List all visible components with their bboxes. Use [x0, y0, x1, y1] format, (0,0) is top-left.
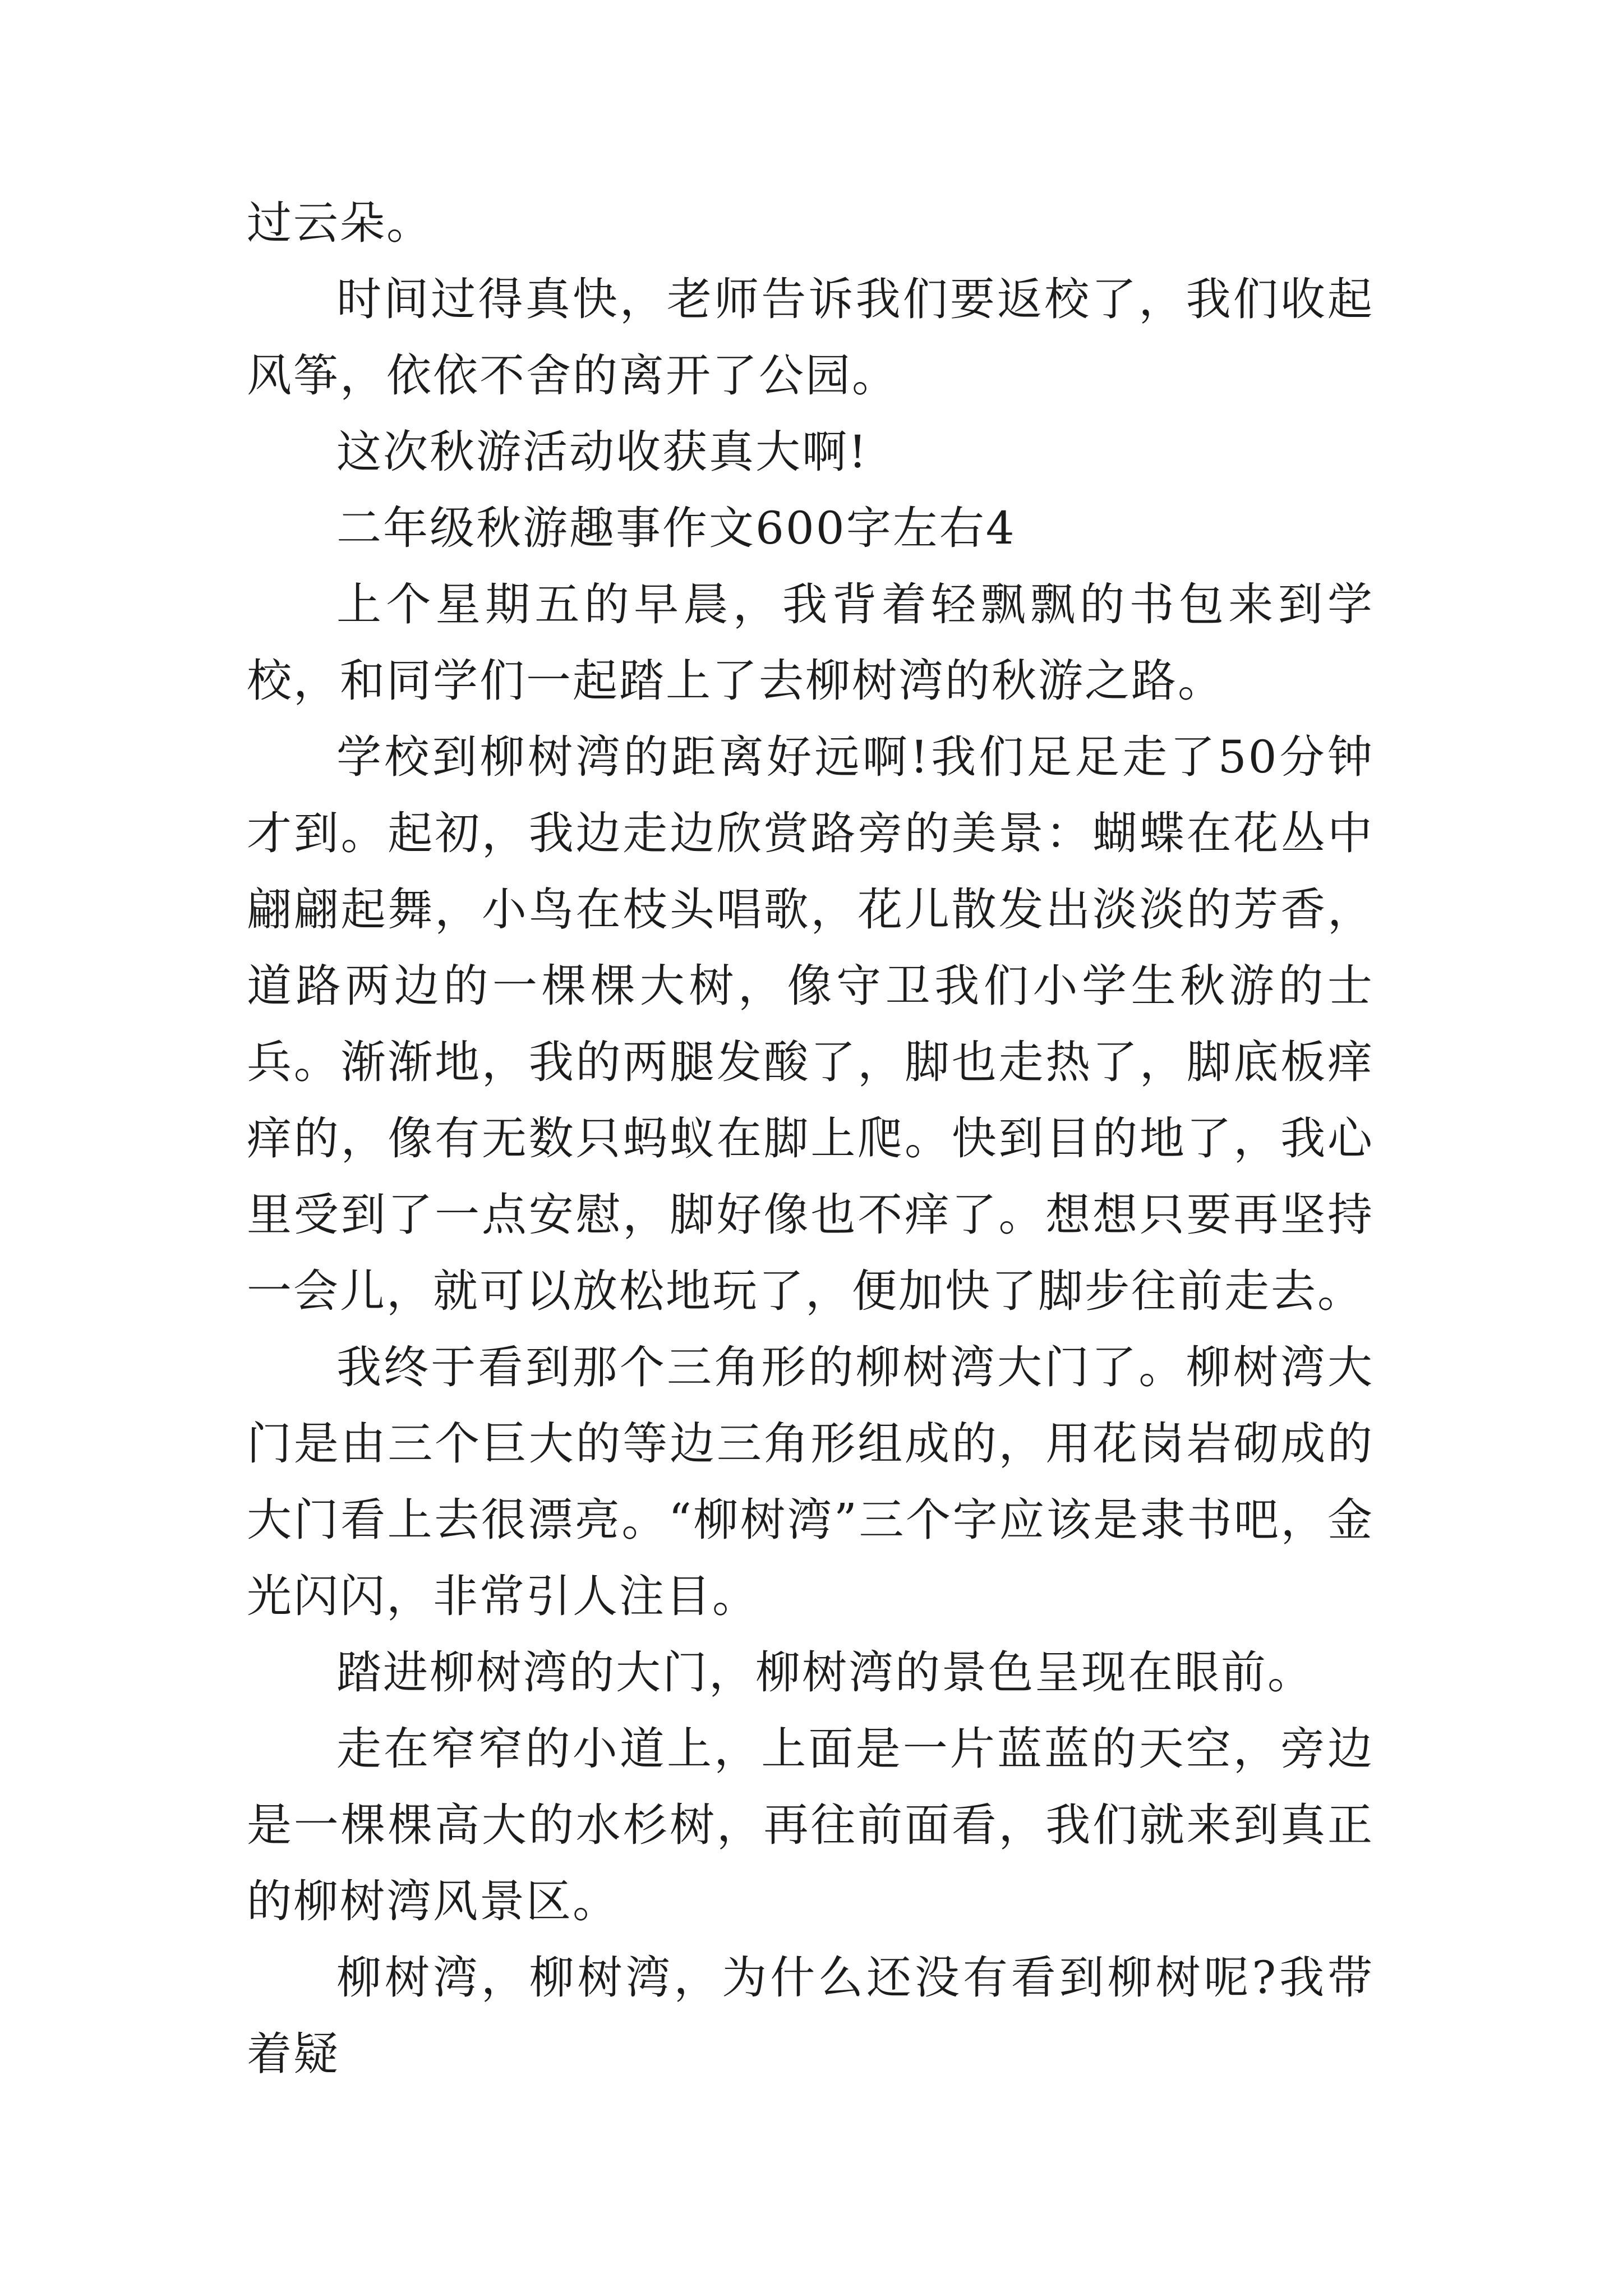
- paragraph-8: 踏进柳树湾的大门，柳树湾的景色呈现在眼前。: [336, 1646, 1314, 1699]
- paragraph-10: 柳树湾，柳树湾，为什么还没有看到柳树呢?我带着疑: [247, 1952, 1374, 2080]
- paragraph-9: 走在窄窄的小道上，上面是一片蓝蓝的天空，旁边是一棵棵高大的水杉树，再往前面看，我们就来到真正的柳树湾风景区。: [247, 1723, 1374, 1927]
- paragraph-2: 时间过得真快，老师告诉我们要返校了，我们收起风筝，依依不舍的离开了公园。: [247, 273, 1374, 402]
- paragraph-7: 我终于看到那个三角形的柳树湾大门了。柳树湾大门是由三个巨大的等边三角形组成的，用花岗岩砌成的大门看上去很漂亮。“柳树湾”三个字应该是隶书吧，金光闪闪，非常引人注目。: [247, 1341, 1374, 1622]
- paragraph-5: 上个星期五的早晨，我背着轻飘飘的书包来到学校，和同学们一起踏上了去柳树湾的秋游之路。: [247, 578, 1374, 707]
- section-heading: 二年级秋游趣事作文600字左右4: [336, 502, 1016, 554]
- paragraph-1: 过云朵。: [247, 197, 433, 249]
- paragraph-3: 这次秋游活动收获真大啊!: [336, 426, 869, 478]
- essay-body: [247, 185, 1374, 2092]
- paragraph-6: 学校到柳树湾的距离好远啊!我们足足走了50分钟才到。起初，我边走边欣赏路旁的美景：蝴蝶在花丛中翩翩起舞，小鸟在枝头唱歌，花儿散发出淡淡的芳香，道路两边的一棵棵大树，像守卫我们小学生秋游的士兵。渐渐地，我的两腿发酸了，脚也走热了，脚底板痒痒的，像有无数只蚂蚁在脚上爬。快到目的地了，我心里受到了一点安慰，脚好像也不痒了。想想只要再坚持一会儿，就可以放松地玩了，便加快了脚步往前走去。: [247, 731, 1374, 1317]
